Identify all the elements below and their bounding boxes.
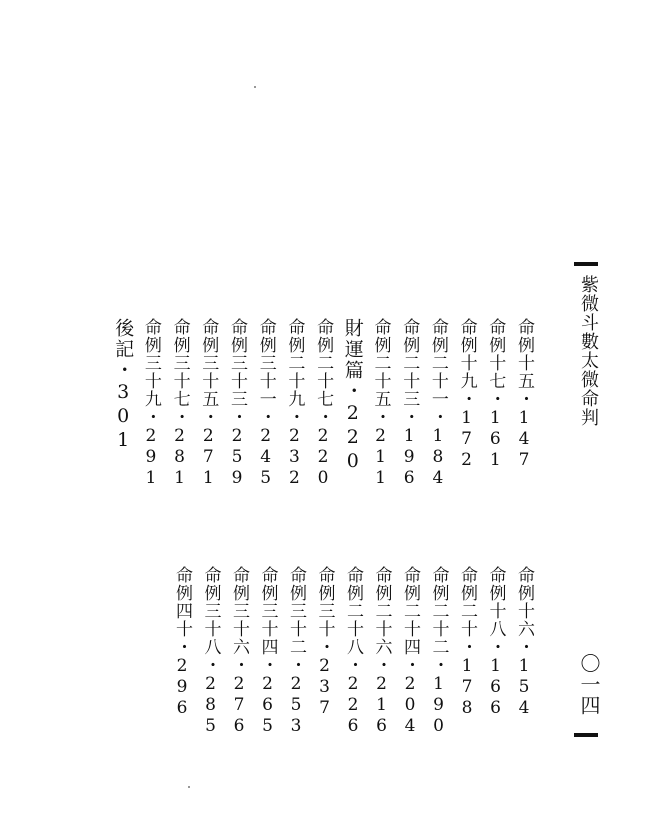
toc-entry-page: 154	[514, 656, 534, 719]
toc-separator: ・	[399, 408, 420, 426]
toc-separator: ・	[257, 656, 278, 674]
toc-separator: ・	[457, 638, 477, 656]
toc-separator: ・	[284, 408, 305, 426]
toc-separator: ・	[485, 390, 506, 408]
toc-separator: ・	[514, 638, 534, 656]
toc-entry-page: 245	[255, 426, 276, 489]
toc-entry-title: 命例二十四	[400, 566, 420, 656]
toc-separator: ・	[400, 656, 420, 674]
toc-entry	[458, 318, 475, 471]
toc-entry-page: 296	[172, 656, 192, 719]
toc-separator: ・	[371, 656, 392, 674]
toc-separator: ・	[343, 656, 363, 674]
toc-entry	[198, 318, 219, 489]
toc-entry-page: 271	[198, 426, 219, 489]
toc-entry	[228, 318, 245, 489]
toc-entry-title: 命例三十五	[198, 318, 219, 408]
toc-entry	[515, 318, 532, 471]
toc-entry-page: 226	[343, 674, 363, 737]
toc-entry	[401, 566, 418, 737]
toc-entry	[515, 566, 532, 719]
toc-entry-page: 166	[485, 656, 506, 719]
toc-entry-page: 220	[341, 402, 364, 474]
toc-separator: ・	[427, 408, 448, 426]
toc-section-heading	[343, 318, 362, 474]
toc-section-heading	[112, 318, 135, 453]
toc-entry-title: 命例三十七	[169, 318, 190, 408]
toc-entry-page: 184	[427, 426, 448, 489]
toc-entry-page: 178	[457, 656, 477, 719]
toc-entry	[487, 566, 504, 719]
toc-separator: ・	[456, 390, 477, 408]
toc-entry-title: 命例二十九	[284, 318, 305, 408]
toc-entry-page: 281	[169, 426, 190, 489]
header-rule-bottom	[574, 733, 598, 737]
toc-entry-title: 命例十五	[514, 318, 534, 390]
toc-entry-title: 命例二十五	[370, 318, 391, 408]
toc-entry	[202, 566, 219, 737]
toc-entry-page: 220	[313, 426, 334, 489]
toc-entry-page: 253	[286, 674, 306, 737]
toc-entry-page: 172	[456, 408, 477, 471]
toc-separator: ・	[112, 360, 135, 381]
toc-separator: ・	[227, 408, 247, 426]
toc-separator: ・	[172, 638, 192, 656]
toc-entry-title: 命例二十八	[343, 566, 363, 656]
toc-separator: ・	[200, 656, 221, 674]
toc-entry-page: 190	[428, 674, 449, 737]
toc-separator: ・	[314, 638, 335, 656]
toc-entry-page: 301	[112, 381, 135, 453]
page-number: 〇一四	[577, 653, 601, 716]
toc-separator: ・	[140, 408, 161, 426]
toc-entry	[173, 566, 190, 719]
toc-entry-title: 命例十七	[485, 318, 506, 390]
toc-entry	[259, 566, 276, 737]
toc-entry-page: 204	[400, 674, 420, 737]
toc-entry-page: 147	[514, 408, 534, 471]
toc-entry	[373, 566, 390, 737]
toc-entry-title: 命例四十	[172, 566, 192, 638]
toc-entry-title: 命例三十八	[200, 566, 221, 656]
toc-entry-title: 後記	[112, 318, 135, 360]
toc-entry-page: 259	[227, 426, 247, 489]
toc-entry-page: 161	[485, 408, 506, 471]
toc-entry-title: 財運篇	[341, 318, 364, 381]
toc-separator: ・	[229, 656, 249, 674]
toc-separator: ・	[169, 408, 190, 426]
toc-entry	[142, 318, 159, 489]
toc-separator: ・	[341, 381, 364, 402]
toc-entry-title: 命例三十	[314, 566, 335, 638]
scan-speck	[188, 786, 190, 788]
toc-entry-title: 命例三十九	[140, 318, 161, 408]
toc-entry	[399, 318, 420, 489]
toc-entry-page: 216	[371, 674, 392, 737]
toc-entry-title: 命例十六	[514, 566, 534, 638]
toc-entry-title: 命例三十三	[227, 318, 247, 408]
toc-entry-page: 276	[229, 674, 249, 737]
header-rule-top	[574, 262, 598, 266]
toc-entry	[344, 566, 361, 737]
toc-entry-page: 291	[140, 426, 161, 489]
toc-entry-title: 命例三十一	[255, 318, 276, 408]
toc-entry	[430, 566, 447, 737]
toc-entry-page: 237	[314, 656, 335, 719]
toc-entry-title: 命例三十四	[257, 566, 278, 656]
toc-entry	[485, 318, 506, 471]
toc-entry-title: 命例三十六	[229, 566, 249, 656]
toc-separator: ・	[485, 638, 506, 656]
toc-entry-title: 命例二十	[457, 566, 477, 638]
toc-entry-page: 211	[370, 426, 391, 489]
toc-separator: ・	[428, 656, 449, 674]
toc-entry-page: 265	[257, 674, 278, 737]
toc-entry-title: 命例三十二	[286, 566, 306, 656]
toc-separator: ・	[370, 408, 391, 426]
toc-entry	[171, 318, 188, 489]
toc-entry-title: 命例二十六	[371, 566, 392, 656]
toc-entry	[458, 566, 475, 719]
toc-entry	[230, 566, 247, 737]
toc-entry-title: 命例二十七	[313, 318, 334, 408]
toc-entry-title: 命例二十三	[399, 318, 420, 408]
toc-entry	[313, 318, 334, 489]
scan-speck	[254, 86, 256, 88]
toc-entry-title: 命例十九	[456, 318, 477, 390]
toc-entry	[257, 318, 274, 489]
toc-entry-title: 命例二十一	[427, 318, 448, 408]
toc-separator: ・	[313, 408, 334, 426]
toc-entry	[287, 566, 304, 737]
toc-separator: ・	[514, 390, 534, 408]
toc-entry-page: 196	[399, 426, 420, 489]
toc-entry-title: 命例二十二	[428, 566, 449, 656]
toc-separator: ・	[198, 408, 219, 426]
toc-entry-title: 命例十八	[485, 566, 506, 638]
toc-entry-page: 285	[200, 674, 221, 737]
running-title: 紫微斗數太微命判	[578, 275, 599, 427]
toc-separator: ・	[255, 408, 276, 426]
toc-entry	[316, 566, 333, 719]
toc-entry	[372, 318, 389, 489]
toc-entry	[429, 318, 446, 489]
toc-separator: ・	[286, 656, 306, 674]
toc-entry-page: 232	[284, 426, 305, 489]
toc-entry	[284, 318, 305, 489]
